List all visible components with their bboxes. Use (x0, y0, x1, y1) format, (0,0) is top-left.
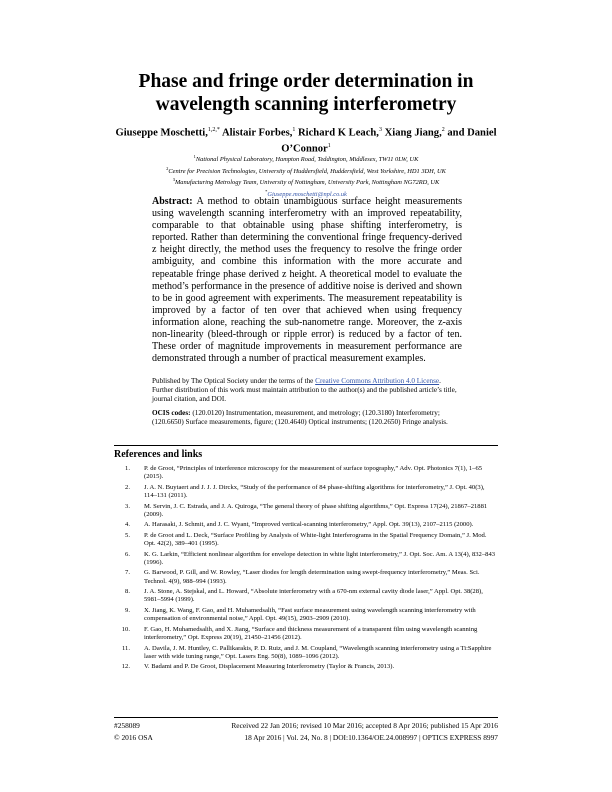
received-dates: Received 22 Jan 2016; revised 10 Mar 2016; accepted 8 Apr 2016; published 15 Apr 2016 (231, 721, 498, 730)
abstract-text: A method to obtain unambiguous surface height measurements using wavelength scanning interferometry with an improved repeatability, comparable to that obtainable using phase shifting interferometry, is reported. Rather than determining the conventional fringe frequency-derived z height directly, the method uses the frequency to resolve the fringe order ambiguity, and combine this information with the more accurate and repeatable fringe phase derived z height. A theoretical model to evaluate the method’s performance in the presence of additive noise is derived and shown to be in good agreement with experiments. The measurement repeatability is improved by a factor of ten over that achieved when using frequency information alone, reaching the sub-nanometre range. Moreover, the z-axis non-linearity (bleed-through or ripple error) is reduced by a factor of ten. These order of magnitude improvements in measurement performance are demonstrated through a number of practical measurement examples. (152, 196, 462, 365)
author-name: and Daniel O’Connor (281, 127, 497, 155)
reference-number: 4. (125, 521, 130, 529)
reference-number: 8. (125, 588, 130, 596)
reference-item (114, 484, 498, 501)
title-line-1: Phase and fringe order determination in (138, 71, 474, 92)
reference-text: P. de Groot, “Principles of interference microscopy for the measurement of surface topography,” Adv. Opt. Photonics 7(1), 1–65 (2015). (144, 465, 483, 481)
reference-text: K. G. Larkin, “Efficient nonlinear algorithm for envelope detection in white light interferometry,” J. Opt. Soc. Am. A 13(4), 832–843 (1996). (144, 550, 496, 566)
abstract-label: Abstract: (152, 196, 193, 207)
license-statement (152, 377, 462, 403)
reference-text: A. Harasaki, J. Schmit, and J. C. Wyant, “Improved vertical-scanning interferometry,” Appl. Opt. 39(13), 2107–2115 (2000). (144, 521, 474, 529)
reference-text: P. de Groot and L. Deck, “Surface Profiling by Analysis of White-light Interferograms in the Spatial Frequency Domain,” J. Mod. Opt. 42(2), 389–401 (1995). (144, 531, 487, 548)
references-heading: References and links (114, 449, 203, 460)
reference-text: X. Jiang, K. Wang, F. Gao, and H. Muhamedsalih, “Fast surface measurement using wavelength scanning interferometry with compensation of environmental noise,” Appl. Opt. 49(15), 2903–2909 (2010). (144, 606, 476, 623)
author-affiliation-mark: 2 (441, 127, 445, 133)
author-name: Richard K Leach, (298, 127, 379, 139)
reference-text: V. Badami and P. De Groot, Displacement Measuring Interferometry (Taylor & Francis, 2013). (144, 663, 395, 671)
affiliation-text: National Physical Laboratory, Hampton Road, Teddington, Middlesex, TW11 0LW, UK (195, 156, 419, 164)
journal-citation: 18 Apr 2016 | Vol. 24, No. 8 | DOI:10.1364/OE.24.008997 | OPTICS EXPRESS 8997 (244, 733, 498, 742)
affiliation-text: Manufacturing Metrology Team, University of Nottingham, University Park, Nottingham NG72RD, UK (174, 179, 440, 187)
reference-number: 11. (122, 644, 130, 652)
reference-number: 10. (121, 625, 130, 633)
license-link[interactable]: Creative Commons Attribution 4.0 License (315, 377, 440, 385)
ocis-codes (152, 409, 462, 427)
affiliation-mark: * (265, 188, 268, 194)
reference-item (114, 626, 498, 643)
affiliation-text: Centre for Precision Technologies, University of Huddersfield, Huddersfield, West Yorkshire, HD1 3DH, UK (168, 167, 446, 175)
reference-text: G. Barwood, P. Gill, and W. Rowley, “Laser diodes for length determination using swept-frequency interferometry,” Meas. Sci. Technol. 4(9), 988–994 (1993). (144, 569, 480, 585)
affiliations (112, 153, 500, 200)
affiliation-mark: 2 (166, 165, 169, 171)
affiliation-1 (112, 153, 500, 165)
copyright: © 2016 OSA (114, 733, 153, 742)
reference-text: M. Servin, J. C. Estrada, and J. A. Quiroga, “The general theory of phase shifting algorithms,” Opt. Express 17(24), 21867–21881 (2009). (144, 502, 488, 518)
reference-text: A. Davila, J. M. Huntley, C. Pallikarakis, P. D. Ruiz, and J. M. Coupland, “Wavelength scanning interferometry using a Ti:Sapphire laser with wide tuning range,” Opt. Lasers Eng. 50(8), 1089–1096 (2012). (144, 644, 492, 660)
reference-number: 9. (125, 606, 130, 614)
reference-item (114, 588, 498, 605)
affiliation-3 (112, 176, 500, 188)
reference-item (114, 663, 498, 671)
reference-item (114, 551, 498, 568)
abstract (152, 196, 462, 365)
author-name: Xiang Jiang, (384, 127, 442, 139)
reference-number: 5. (125, 531, 130, 539)
reference-item (114, 503, 498, 520)
email-link[interactable]: Giuseppe.moschetti@npl.co.uk (267, 191, 347, 198)
affiliation-mark: 1 (193, 154, 196, 159)
affiliation-mark: 3 (172, 177, 175, 183)
reference-text: F. Gao, H. Muhamedsalih, and X. Jiang, “Surface and thickness measurement of a transparent film using wavelength scanning interferometry,” Opt. Express 20(19), 21450–21456 (2012). (144, 625, 478, 642)
paper-title (80, 70, 532, 116)
reference-number: 12. (121, 663, 130, 671)
reference-item (114, 607, 498, 624)
reference-item (114, 521, 498, 529)
author-affiliation-mark: 1 (327, 142, 331, 149)
author-affiliation-mark: 1,2,* (207, 127, 220, 133)
ocis-label: OCIS codes: (152, 409, 191, 417)
title-line-2: wavelength scanning interferometry (155, 94, 457, 115)
author-list (100, 124, 512, 155)
reference-item (114, 569, 498, 586)
author-affiliation-mark: 3 (378, 127, 382, 133)
affiliation-2 (112, 165, 500, 177)
article-id: #258089 (114, 721, 140, 730)
reference-number: 2. (125, 483, 130, 491)
reference-item (114, 645, 498, 662)
reference-list (114, 465, 498, 674)
license-text-post: . Further distribution of this work must maintain attribution to the author(s) and the published article’s title, journal citation, and DOI. (152, 377, 457, 403)
author-name: Alistair Forbes, (221, 127, 293, 139)
divider-bottom (114, 717, 498, 718)
author-affiliation-mark: 1 (292, 127, 296, 133)
reference-text: J. A. N. Buytaert and J. J. J. Dirckx, “Study of the performance of 84 phase-shifting algorithms for interferometry,” J. Opt. 40(3), 114–131 (2011). (144, 483, 485, 500)
ocis-text: (120.0120) Instrumentation, measurement, and metrology; (120.3180) Interferometry; (120.6650) Surface measurements, figure; (120.4640) Optical instruments; (120.2650) Fringe analysis. (152, 409, 448, 426)
author-name: Giuseppe Moschetti, (115, 127, 208, 139)
reference-text: J. A. Stone, A. Stejskal, and L. Howard, “Absolute interferometry with a 670-nm external cavity diode laser,” Appl. Opt. 38(28), 5981–5994 (1999). (144, 588, 483, 604)
divider-top (114, 445, 498, 446)
reference-number: 1. (125, 465, 130, 472)
reference-item (114, 532, 498, 549)
reference-number: 3. (125, 502, 130, 510)
reference-number: 7. (125, 569, 130, 577)
license-text-pre: Published by The Optical Society under the terms of the (152, 377, 316, 385)
reference-item (114, 465, 498, 482)
reference-number: 6. (125, 550, 130, 558)
